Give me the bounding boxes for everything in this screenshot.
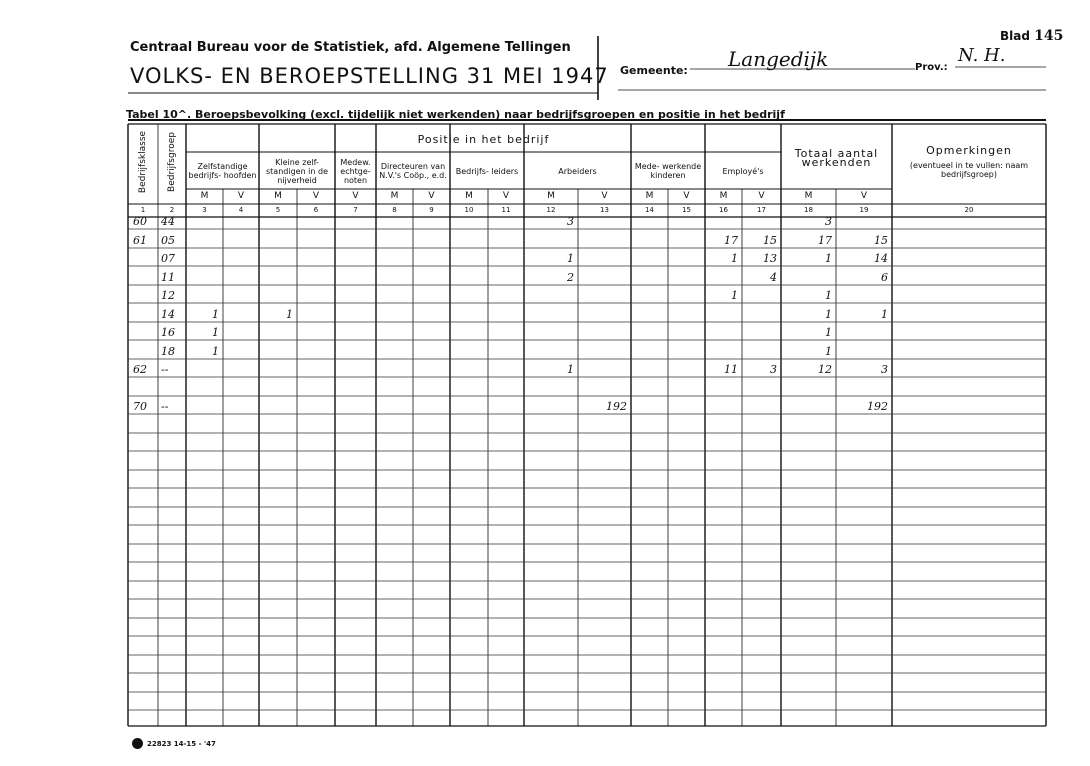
row-groep: 05 bbox=[161, 234, 175, 247]
column-number-9: 9 bbox=[429, 206, 434, 214]
row-klasse: 62 bbox=[133, 363, 147, 376]
table-cell: 2 bbox=[567, 271, 574, 284]
census-title: VOLKS- EN BEROEPSTELLING 31 MEI 1947 bbox=[130, 64, 609, 88]
column-number-8: 8 bbox=[392, 206, 397, 214]
mv-label-6: V bbox=[312, 191, 320, 201]
table-cell: 1 bbox=[286, 308, 293, 321]
row-groep: 18 bbox=[161, 345, 175, 358]
mv-label-11: V bbox=[502, 191, 510, 201]
table-cell: 192 bbox=[606, 400, 627, 413]
mv-label-8: M bbox=[390, 191, 399, 201]
column-number-6: 6 bbox=[313, 206, 319, 214]
row-groep: 44 bbox=[161, 215, 175, 228]
row-klasse: 61 bbox=[133, 234, 147, 247]
gemeente-value: Langedijk bbox=[728, 47, 829, 71]
row-klasse: 70 bbox=[133, 400, 147, 413]
table-cell: 1 bbox=[212, 308, 219, 321]
row-groep: 16 bbox=[161, 326, 175, 339]
table-cell: 13 bbox=[763, 252, 777, 265]
row-groep: 12 bbox=[161, 289, 175, 302]
table-cell: 1 bbox=[212, 345, 219, 358]
table-cell: 1 bbox=[825, 345, 832, 358]
column-number-19: 19 bbox=[859, 206, 869, 214]
row-groep: 07 bbox=[161, 252, 175, 265]
table-cell: 1 bbox=[825, 326, 832, 339]
mv-label-10: M bbox=[465, 191, 473, 201]
group-header-8: Employé's bbox=[722, 166, 764, 176]
group-header-6: Arbeiders bbox=[558, 166, 597, 176]
column-number-11: 11 bbox=[501, 206, 511, 214]
column-number-12: 12 bbox=[546, 206, 556, 214]
table-cell: 1 bbox=[825, 252, 832, 265]
opmerkingen-subheader: (eventueel in te vullen: naam bedrijfsgroep) bbox=[909, 161, 1029, 179]
column-number-18: 18 bbox=[804, 206, 813, 214]
table-cell: 3 bbox=[567, 215, 574, 228]
mv-label-17: V bbox=[758, 191, 765, 201]
table-cell: 1 bbox=[881, 308, 888, 321]
table-cell: 1 bbox=[731, 289, 738, 302]
mv-label-7: V bbox=[352, 191, 359, 201]
column-number-14: 14 bbox=[645, 206, 654, 214]
column-number-3: 3 bbox=[202, 206, 207, 214]
table-title: Tabel 10^. Beroepsbevolking (excl. tijdelijk niet werkenden) naar bedrijfsgroepen en positie in het bedrijf bbox=[126, 108, 785, 121]
row-groep: -- bbox=[161, 363, 169, 376]
column-number-2: 2 bbox=[169, 206, 175, 214]
column-number-20: 20 bbox=[964, 206, 974, 214]
mv-label-5: M bbox=[274, 191, 282, 201]
table-cell: 6 bbox=[881, 271, 888, 284]
bedrijfsgroep-header: Bedrijfsgroep bbox=[167, 132, 177, 192]
table-cell: 1 bbox=[567, 363, 574, 376]
mv-label-16: M bbox=[719, 191, 728, 201]
opmerkingen-header: Opmerkingen bbox=[926, 143, 1012, 157]
row-groep: 11 bbox=[161, 271, 175, 284]
table-cell: 15 bbox=[763, 234, 777, 247]
mv-label-4: V bbox=[237, 191, 245, 201]
prov-value: N. H. bbox=[958, 45, 1006, 66]
cbs-logo-icon bbox=[132, 738, 143, 749]
row-groep: -- bbox=[161, 400, 169, 413]
table-cell: 3 bbox=[825, 215, 832, 228]
column-number-4: 4 bbox=[238, 206, 244, 214]
table-cell: 1 bbox=[825, 308, 832, 321]
mv-label-12: M bbox=[547, 191, 555, 201]
table-cell: 14 bbox=[874, 252, 888, 265]
table-cell: 17 bbox=[724, 234, 738, 247]
table-cell: 1 bbox=[212, 326, 219, 339]
table-cell: 192 bbox=[867, 400, 888, 413]
column-number-15: 15 bbox=[682, 206, 691, 214]
mv-label-15: V bbox=[683, 191, 690, 201]
positie-header: Positie in het bedrijf bbox=[417, 132, 550, 146]
blad-number: 145 bbox=[1034, 28, 1064, 44]
column-number-10: 10 bbox=[464, 206, 474, 214]
table-cell: 11 bbox=[724, 363, 738, 376]
table-cell: 1 bbox=[731, 252, 738, 265]
mv-label-18: M bbox=[804, 191, 813, 201]
column-number-1: 1 bbox=[140, 206, 146, 214]
table-cell: 3 bbox=[770, 363, 777, 376]
organisation-name: Centraal Bureau voor de Statistiek, afd. Algemene Tellingen bbox=[130, 40, 571, 55]
table-cell: 1 bbox=[567, 252, 574, 265]
group-header-7: Mede- werkende kinderen bbox=[634, 162, 702, 180]
column-number-13: 13 bbox=[600, 206, 609, 214]
mv-label-13: V bbox=[601, 191, 608, 201]
form-code: 22823 14-15 - '47 bbox=[147, 739, 216, 748]
column-number-5: 5 bbox=[275, 206, 281, 214]
mv-label-9: V bbox=[428, 191, 435, 201]
group-header-4: Directeuren van N.V.'s Coöp., e.d. bbox=[379, 162, 447, 180]
form-footer bbox=[132, 738, 216, 749]
group-header-5: Bedrijfs- leiders bbox=[455, 166, 519, 176]
column-number-16: 16 bbox=[719, 206, 728, 214]
row-groep: 14 bbox=[161, 308, 175, 321]
mv-label-3: M bbox=[200, 191, 209, 201]
table-cell: 17 bbox=[818, 234, 832, 247]
row-klasse: 60 bbox=[133, 215, 147, 228]
group-header-3: Medew. echtge- noten bbox=[340, 157, 371, 185]
gemeente-label: Gemeente: bbox=[620, 64, 688, 77]
totaal-header: Totaal aantal werkenden bbox=[794, 147, 879, 169]
table-cell: 1 bbox=[825, 289, 832, 302]
table-cell: 4 bbox=[770, 271, 777, 284]
mv-label-14: M bbox=[645, 191, 654, 201]
blad-label: Blad bbox=[1000, 29, 1030, 43]
group-header-2: Kleine zelf- standigen in de nijverheid bbox=[265, 157, 329, 185]
table-cell: 15 bbox=[874, 234, 888, 247]
mv-label-19: V bbox=[860, 191, 868, 201]
bedrijfsklasse-header: Bedrijfsklasse bbox=[138, 130, 148, 194]
prov-label: Prov.: bbox=[915, 62, 948, 73]
table-cell: 12 bbox=[818, 363, 832, 376]
column-number-17: 17 bbox=[757, 206, 766, 214]
group-header-1: Zelfstandige bedrijfs- hoofden bbox=[188, 162, 257, 180]
table-cell: 3 bbox=[881, 363, 888, 376]
column-number-7: 7 bbox=[353, 206, 358, 214]
